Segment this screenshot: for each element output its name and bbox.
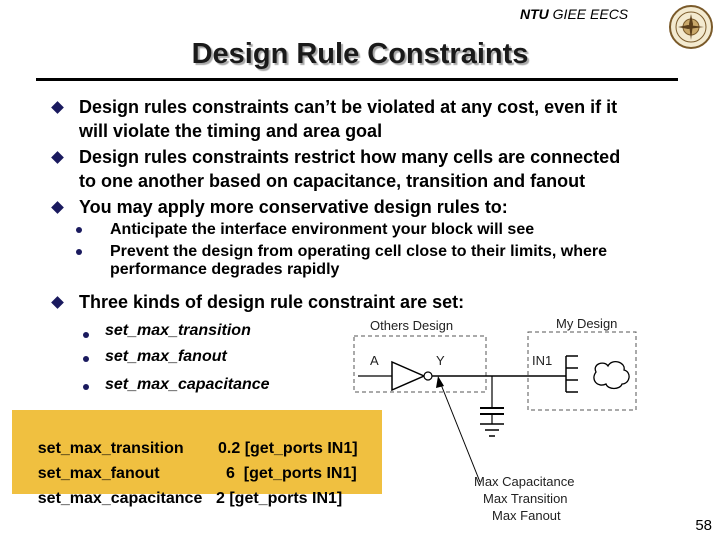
sub-bullet-2-line-2: performance degrades rapidly (110, 261, 340, 278)
sub-bullet-2-line-1: Prevent the design from operating cell close to their limits, where (110, 243, 608, 260)
bullet-2-line-2: to one another based on capacitance, transition and fanout (79, 171, 586, 191)
sub-bullet-1 (110, 221, 534, 239)
bullet-1-line-1: Design rules constraints can’t be violated at any cost, even if it (79, 97, 618, 117)
my-design-label: My Design (556, 316, 618, 331)
bullet-diamond-icon (51, 201, 64, 214)
my-design-box (528, 332, 636, 410)
code-line-1-val: 0.2 [get_ports IN1] (218, 440, 358, 457)
sub-bullet-1-line-1: Anticipate the interface environment your block will see (110, 221, 535, 238)
bullet-1-line-2: will violate the timing and area goal (79, 121, 383, 141)
port-in1-label: IN1 (532, 353, 553, 368)
bullet-diamond-icon (51, 151, 64, 164)
bullet-diamond-icon (51, 101, 64, 114)
command-dot-icon (83, 332, 89, 338)
callout-max-fanout: Max Fanout (492, 508, 561, 523)
code-line-2-cmd: set_max_fanout (37, 465, 160, 482)
internal-logic-cloud (594, 362, 629, 389)
bullet-4: Three kinds of design rule constraint are set: (79, 292, 465, 312)
pin-y-label: Y (436, 353, 445, 368)
circuit-diagram (340, 310, 640, 530)
buffer-symbol (392, 362, 424, 390)
bullet-1 (79, 95, 617, 143)
callout-max-transition: Max Transition (483, 491, 568, 506)
bullet-2 (79, 145, 620, 193)
sub-bullet-dot-icon (76, 249, 82, 255)
header-org-ntu: NTU (520, 6, 549, 22)
others-design-label: Others Design (370, 318, 454, 333)
code-line-3-val: 2 [get_ports IN1] (216, 490, 343, 507)
command-dot-icon (83, 356, 89, 362)
header-org-rest: GIEE EECS (548, 6, 629, 22)
command-set-max-transition: set_max_transition (105, 322, 251, 339)
command-set-max-fanout: set_max_fanout (105, 348, 227, 365)
sub-bullet-2 (110, 243, 607, 279)
bullet-3-line-1: You may apply more conservative design rules to: (79, 197, 508, 217)
command-dot-icon (83, 384, 89, 390)
code-box (12, 410, 382, 507)
bullet-diamond-icon (51, 296, 64, 309)
code-line-1-cmd: set_max_transition (37, 440, 184, 457)
bullet-3 (79, 195, 508, 219)
header-org (520, 6, 628, 22)
command-set-max-capacitance: set_max_capacitance (105, 376, 270, 393)
page-number: 58 (695, 517, 712, 534)
sub-bullet-dot-icon (76, 227, 82, 233)
slide-title: Design Rule Constraints (191, 38, 529, 70)
callout-max-capacitance: Max Capacitance (474, 474, 575, 489)
bullet-2-line-1: Design rules constraints restrict how many cells are connected (79, 147, 621, 167)
code-line-2-val: 6 [get_ports IN1] (226, 465, 357, 482)
pin-a-label: A (370, 353, 379, 368)
code-line-3-cmd: set_max_capacitance (37, 490, 203, 507)
title-divider (36, 78, 678, 81)
